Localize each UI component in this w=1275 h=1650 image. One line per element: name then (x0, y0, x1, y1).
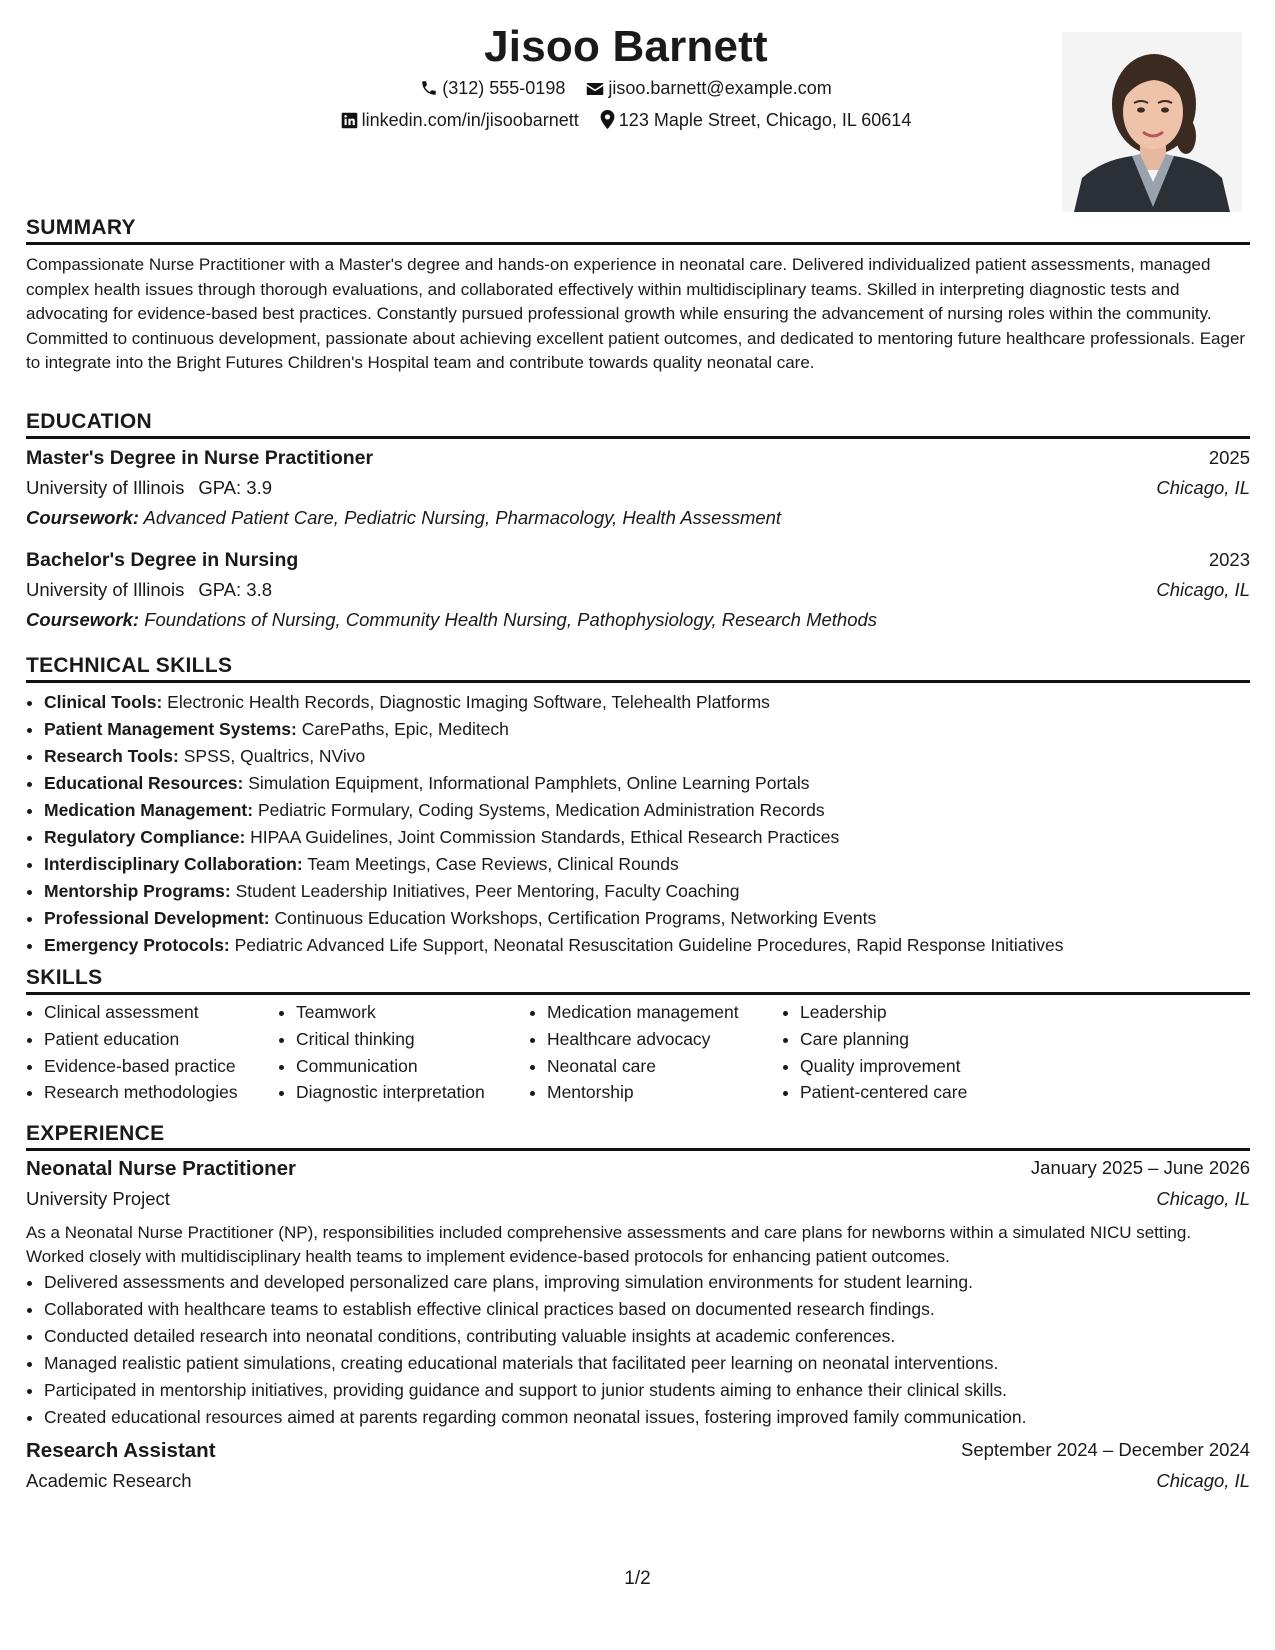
linkedin-contact[interactable] (341, 110, 579, 131)
education-section (26, 410, 1250, 641)
skills-column (26, 999, 238, 1106)
list-item: • Delivered assessments and developed personalized care plans, improving simulation environments for student learning. (44, 1269, 1250, 1296)
list-item: • Leadership (800, 999, 967, 1026)
linkedin-icon (341, 112, 358, 129)
skill-category: Clinical Tools: (44, 692, 163, 712)
school-name: University of Illinois (26, 579, 185, 600)
education-entry (26, 549, 1250, 641)
skill-category: Medication Management: (44, 800, 254, 820)
experience-entry (26, 1157, 1250, 1431)
job-location: Chicago, IL (1156, 1470, 1250, 1491)
skills-grid (26, 999, 1250, 1109)
gpa: GPA: 3.8 (198, 579, 273, 600)
skill-values: Continuous Education Workshops, Certification Programs, Networking Events (274, 908, 877, 928)
job-title: Neonatal Nurse Practitioner (26, 1157, 296, 1180)
email-text[interactable]: jisoo.barnett@example.com (608, 78, 832, 98)
phone-text: (312) 555-0198 (442, 78, 566, 98)
email-contact[interactable] (586, 78, 831, 99)
phone-icon (420, 79, 438, 97)
coursework-label: Coursework: (26, 507, 140, 528)
job-description: As a Neonatal Nurse Practitioner (NP), responsibilities included comprehensive assessments and care plans for newborns within a simulated NICU setting. Worked closely with multidisciplinary health teams to implement evidence-based protocols for enhancing patient outcomes. (26, 1223, 1192, 1266)
list-item (44, 770, 1250, 797)
technical-skills-title: TECHNICAL SKILLS (26, 654, 1250, 683)
skill-values: Pediatric Formulary, Coding Systems, Medication Administration Records (257, 800, 825, 820)
school-location: Chicago, IL (1156, 579, 1250, 600)
list-item: • Critical thinking (296, 1026, 485, 1053)
degree-name: Bachelor's Degree in Nursing (26, 549, 299, 571)
job-dates: September 2024 – December 2024 (961, 1439, 1250, 1460)
list-item: • Quality improvement (800, 1053, 967, 1080)
list-item (44, 905, 1250, 932)
profile-photo (1062, 32, 1242, 212)
coursework (26, 609, 1250, 641)
list-item (44, 716, 1250, 743)
experience-entry (26, 1439, 1250, 1501)
list-item: • Collaborated with healthcare teams to establish effective clinical practices based on documented research findings. (44, 1296, 1250, 1323)
address-text: 123 Maple Street, Chicago, IL 60614 (618, 110, 912, 130)
contact-line-1 (26, 78, 1226, 99)
summary-text: Compassionate Nurse Practitioner with a Master's degree and hands-on experience in neonatal care. Delivered individualized patient assessments, managed complex health issues through thorough evaluations, and collaborated effectively within multidisciplinary teams. Skilled in interpreting diagnostic tests and advocating for evidence-based best practices. Constantly pursued professional growth while ensuring the advancement of nursing roles within the community. Committed to continuous development, passionate about achieving excellent patient outcomes, and dedicated to mentoring future healthcare professionals. Eager to integrate into the Bright Futures Children's Hospital team and contribute towards quality neonatal care. (26, 255, 1246, 372)
job-title: Research Assistant (26, 1439, 216, 1462)
address-contact (600, 110, 912, 131)
skills-column (529, 999, 739, 1106)
list-item: • Teamwork (296, 999, 485, 1026)
list-item: • Research methodologies (44, 1079, 238, 1106)
job-organization: Academic Research (26, 1470, 192, 1491)
skill-category: Educational Resources: (44, 773, 244, 793)
skill-category: Regulatory Compliance: (44, 827, 246, 847)
list-item (44, 851, 1250, 878)
summary-section (26, 216, 1250, 376)
job-dates: January 2025 – June 2026 (1030, 1157, 1250, 1178)
list-item: • Patient-centered care (800, 1079, 967, 1106)
technical-skills-section (26, 654, 1250, 959)
job-location: Chicago, IL (1156, 1188, 1250, 1209)
coursework (26, 507, 1250, 539)
skill-category: Interdisciplinary Collaboration: (44, 854, 303, 874)
school-location: Chicago, IL (1156, 477, 1250, 498)
list-item (44, 743, 1250, 770)
list-item: • Communication (296, 1053, 485, 1080)
coursework-list: Foundations of Nursing, Community Health Nursing, Pathophysiology, Research Methods (144, 609, 878, 630)
degree-name: Master's Degree in Nurse Practitioner (26, 447, 374, 469)
skill-values: HIPAA Guidelines, Joint Commission Standards, Ethical Research Practices (250, 827, 840, 847)
map-pin-icon (600, 110, 615, 129)
envelope-icon (586, 81, 604, 97)
list-item: • Medication management (547, 999, 739, 1026)
skill-values: Team Meetings, Case Reviews, Clinical Rounds (307, 854, 679, 874)
skill-values: SPSS, Qualtrics, NVivo (183, 746, 366, 766)
candidate-name: Jisoo Barnett (484, 22, 768, 71)
gpa: GPA: 3.9 (198, 477, 273, 498)
list-item: • Diagnostic interpretation (296, 1079, 485, 1106)
list-item (44, 878, 1250, 905)
list-item: • Managed realistic patient simulations, creating educational materials that facilitated peer learning on neonatal interventions. (44, 1350, 1250, 1377)
job-bullets (26, 1269, 1250, 1431)
contact-line-2 (26, 110, 1226, 131)
skills-title: SKILLS (26, 966, 1250, 995)
list-item: • Created educational resources aimed at parents regarding common neonatal issues, fostering improved family communication. (44, 1404, 1250, 1431)
skill-category: Professional Development: (44, 908, 270, 928)
skill-values: Simulation Equipment, Informational Pamphlets, Online Learning Portals (248, 773, 810, 793)
skill-category: Emergency Protocols: (44, 935, 230, 955)
experience-title: EXPERIENCE (26, 1122, 1250, 1151)
skill-category: Research Tools: (44, 746, 179, 766)
education-title: EDUCATION (26, 410, 1250, 439)
skill-category: Patient Management Systems: (44, 719, 297, 739)
skills-column (278, 999, 485, 1106)
experience-section (26, 1122, 1250, 1501)
skill-values: Student Leadership Initiatives, Peer Mentoring, Faculty Coaching (235, 881, 740, 901)
list-item (44, 824, 1250, 851)
resume-header (26, 22, 1226, 212)
technical-skills-list (26, 689, 1250, 959)
phone-contact (420, 78, 565, 99)
graduation-year: 2025 (1208, 447, 1250, 468)
list-item (44, 797, 1250, 824)
list-item: • Evidence-based practice (44, 1053, 238, 1080)
skill-values: Pediatric Advanced Life Support, Neonatal Resuscitation Guideline Procedures, Rapid Response Initiatives (234, 935, 1064, 955)
list-item: • Care planning (800, 1026, 967, 1053)
job-organization: University Project (26, 1188, 170, 1209)
list-item: • Participated in mentorship initiatives, providing guidance and support to junior students aiming to enhance their clinical skills. (44, 1377, 1250, 1404)
coursework-label: Coursework: (26, 609, 140, 630)
list-item: • Neonatal care (547, 1053, 739, 1080)
page-number: 1/2 (624, 1568, 651, 1589)
list-item: • Conducted detailed research into neonatal conditions, contributing valuable insights at academic conferences. (44, 1323, 1250, 1350)
list-item: • Mentorship (547, 1079, 739, 1106)
skill-values: CarePaths, Epic, Meditech (301, 719, 509, 739)
list-item (44, 689, 1250, 716)
skill-category: Mentorship Programs: (44, 881, 231, 901)
list-item: • Clinical assessment (44, 999, 238, 1026)
graduation-year: 2023 (1208, 549, 1250, 570)
skills-column (782, 999, 967, 1106)
linkedin-text[interactable]: linkedin.com/in/jisoobarnett (361, 110, 579, 130)
school-name: University of Illinois (26, 477, 185, 498)
skills-section (26, 966, 1250, 1109)
summary-title: SUMMARY (26, 216, 1250, 245)
portrait-image (1062, 32, 1242, 212)
education-entry (26, 447, 1250, 539)
skill-values: Electronic Health Records, Diagnostic Imaging Software, Telehealth Platforms (167, 692, 770, 712)
list-item (44, 932, 1250, 959)
list-item: • Healthcare advocacy (547, 1026, 739, 1053)
coursework-list: Advanced Patient Care, Pediatric Nursing, Pharmacology, Health Assessment (143, 507, 782, 528)
list-item: • Patient education (44, 1026, 238, 1053)
